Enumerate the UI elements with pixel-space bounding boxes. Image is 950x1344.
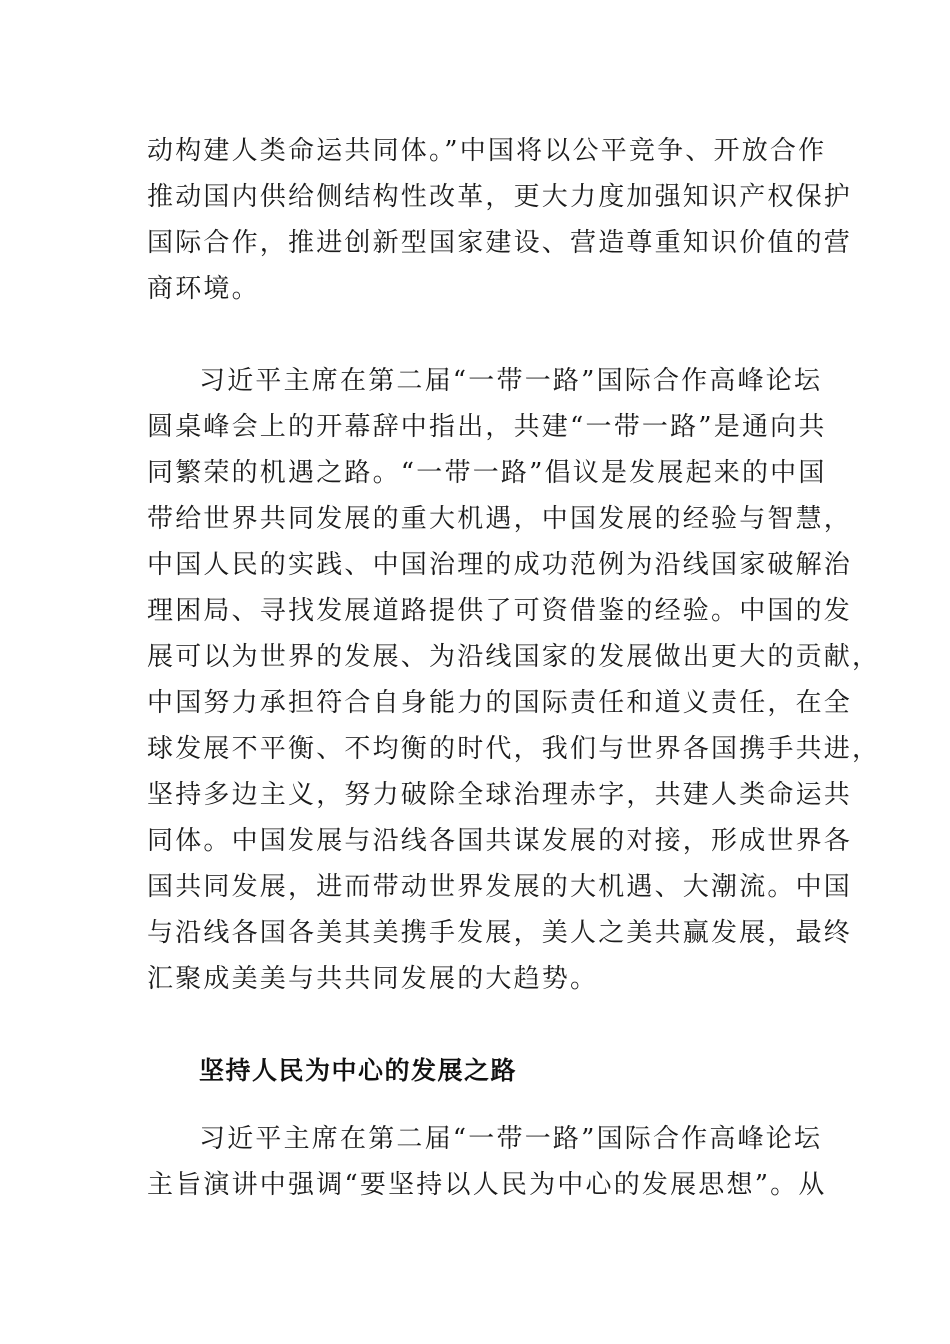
text-line: 同体。中国发展与沿线各国共谋发展的对接，形成世界各 [147, 826, 853, 856]
text-line: 推动国内供给侧结构性改革，更大力度加强知识产权保护 [147, 182, 853, 212]
text-line: 同繁荣的机遇之路。“一带一路”倡议是发展起来的中国 [147, 458, 827, 488]
text-line: 商环境。 [147, 274, 260, 304]
section-heading: 坚持人民为中心的发展之路 [199, 1056, 518, 1085]
text-line: 主旨演讲中强调“要坚持以人民为中心的发展思想”。从 [147, 1170, 827, 1200]
text-line: 坚持多边主义，努力破除全球治理赤字，共建人类命运共 [147, 780, 853, 810]
text-line: 中国努力承担符合自身能力的国际责任和道义责任，在全 [147, 688, 853, 718]
text-line: 习近平主席在第二届“一带一路”国际合作高峰论坛 [199, 366, 823, 396]
text-line: 与沿线各国各美其美携手发展，美人之美共赢发展，最终 [147, 918, 853, 948]
document-body [147, 128, 881, 1208]
paragraph-3 [147, 1116, 827, 1208]
text-line: 带给世界共同发展的重大机遇，中国发展的经验与智慧， [147, 504, 853, 534]
paragraph-2 [147, 358, 881, 1002]
text-line: 球发展不平衡、不均衡的时代，我们与世界各国携手共进， [147, 734, 881, 764]
paragraph-spacer [147, 1002, 807, 1048]
text-line: 展可以为世界的发展、为沿线国家的发展做出更大的贡献， [147, 642, 881, 672]
text-line: 国际合作，推进创新型国家建设、营造尊重知识价值的营 [147, 228, 853, 258]
paragraph-spacer [147, 1094, 807, 1116]
paragraph-1 [147, 128, 853, 312]
text-line: 汇聚成美美与共共同发展的大趋势。 [147, 964, 599, 994]
text-line: 中国人民的实践、中国治理的成功范例为沿线国家破解治 [147, 550, 853, 580]
text-line: 国共同发展，进而带动世界发展的大机遇、大潮流。中国 [147, 872, 853, 902]
text-line: 习近平主席在第二届“一带一路”国际合作高峰论坛 [199, 1124, 823, 1154]
text-line: 理困局、寻找发展道路提供了可资借鉴的经验。中国的发 [147, 596, 853, 626]
text-line: 动构建人类命运共同体。”中国将以公平竞争、开放合作 [147, 136, 827, 166]
text-line: 圆桌峰会上的开幕辞中指出，共建“一带一路”是通向共 [147, 412, 827, 442]
paragraph-spacer [147, 312, 807, 358]
